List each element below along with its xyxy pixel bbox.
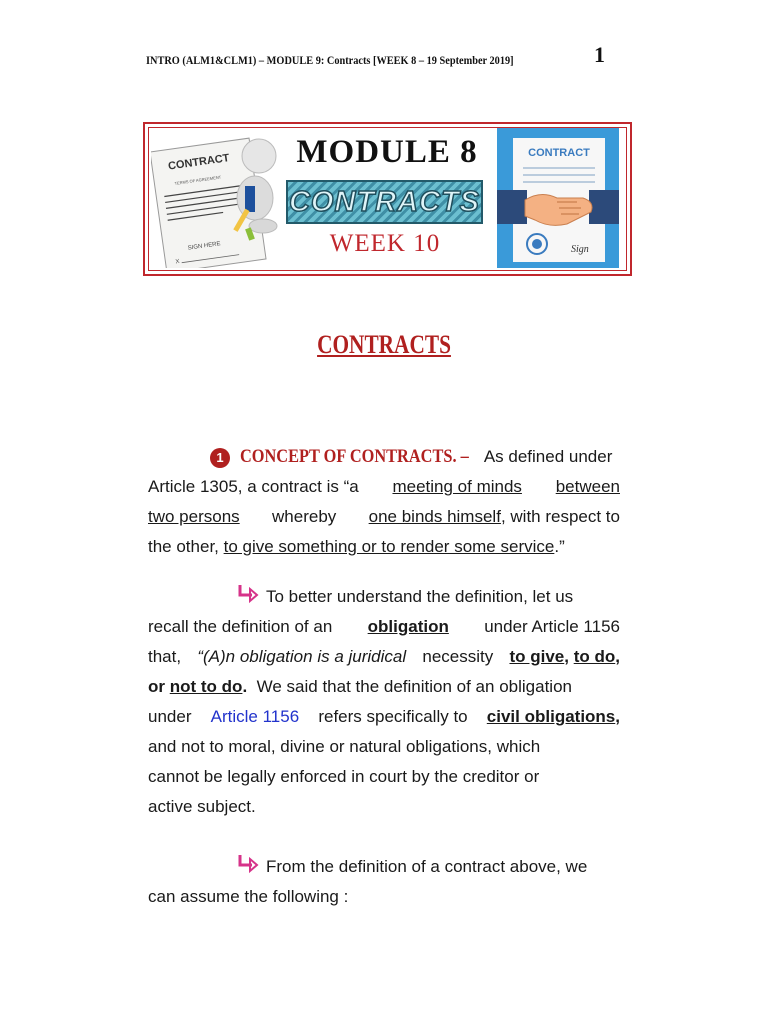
concept-line-1 bbox=[148, 442, 620, 472]
obligation-line-3: that, “(A)n obligation is a juridical necessity to give, to do, bbox=[148, 642, 620, 672]
text-span: recall the definition of an bbox=[148, 617, 333, 636]
concept-line-3 bbox=[148, 502, 620, 532]
text-span: Article 1305, a contract is “a bbox=[148, 477, 359, 496]
underlined-phrase: two persons bbox=[148, 507, 240, 526]
underlined-bold-term: to do bbox=[573, 647, 616, 666]
obligation-line-8: active subject. bbox=[148, 797, 256, 816]
obligation-line-5: under Article 1156 refers specifically to civil obligations, bbox=[148, 702, 620, 732]
curved-arrow-icon bbox=[236, 583, 260, 605]
text-span: under bbox=[148, 707, 192, 726]
numbered-bullet: 1 bbox=[210, 448, 230, 468]
obligation-line-4: or not to do. We said that the definition of an obligation bbox=[148, 677, 572, 696]
obligation-line-6: and not to moral, divine or natural obligations, which bbox=[148, 737, 541, 756]
contracts-tag-text: CONTRACTS bbox=[288, 185, 481, 218]
sign-here-text: SIGN HERE bbox=[187, 241, 221, 252]
page-number: 1 bbox=[594, 42, 605, 67]
week-label: WEEK 10 bbox=[329, 230, 441, 257]
underlined-phrase: meeting of minds bbox=[392, 477, 522, 496]
text-span: under Article 1156 bbox=[484, 617, 620, 636]
running-header bbox=[146, 48, 550, 72]
signature: Sign bbox=[571, 244, 589, 255]
underlined-phrase: between bbox=[555, 477, 620, 496]
underlined-bold-term: to give bbox=[509, 647, 565, 666]
text-span: To better understand the definition, let us bbox=[266, 587, 574, 606]
concept-heading: CONCEPT OF CONTRACTS. – bbox=[240, 446, 469, 467]
assumptions-line-1 bbox=[148, 852, 620, 882]
text-span: whereby bbox=[272, 507, 337, 526]
paper-title: CONTRACT bbox=[167, 152, 231, 173]
contracts-tag bbox=[286, 180, 483, 224]
running-title: INTRO (ALM1&CLM1) – MODULE 9: Contracts [WEEK 8 – 19 September 2019] bbox=[146, 52, 514, 67]
text-span: that, bbox=[148, 647, 182, 666]
contract-figure-illustration bbox=[151, 128, 287, 268]
underlined-phrase: to give something or to render some service bbox=[223, 537, 555, 556]
module-title: MODULE 8 bbox=[296, 134, 478, 170]
text-span: necessity bbox=[422, 647, 494, 666]
text-span: .” bbox=[554, 537, 565, 556]
article-link[interactable]: Article 1156 bbox=[210, 707, 300, 726]
concept-line-1-text: As defined under bbox=[483, 447, 613, 466]
text-span: From the definition of a contract above, we bbox=[266, 857, 588, 876]
text-span: the other, bbox=[148, 537, 219, 556]
document-title: CONTRACTS bbox=[317, 330, 451, 359]
assumptions-paragraph bbox=[148, 852, 620, 912]
text-span: refers specifically to bbox=[318, 707, 468, 726]
sign-mark: X bbox=[175, 259, 181, 266]
concept-paragraph bbox=[148, 442, 620, 562]
bold-term: or bbox=[148, 677, 165, 696]
text-span: , with respect to bbox=[500, 507, 620, 526]
paper-subtitle: TERMS OF AGREEMENT bbox=[174, 174, 222, 186]
underlined-bold-term: not to do bbox=[169, 677, 243, 696]
underlined-bold-term: obligation bbox=[367, 617, 449, 636]
curved-arrow-icon bbox=[236, 853, 260, 875]
concept-line-4 bbox=[148, 532, 620, 562]
obligation-line-1 bbox=[148, 582, 620, 612]
obligation-line-2 bbox=[148, 612, 620, 642]
italic-quote: “(A)n obligation is a juridical bbox=[197, 647, 407, 666]
underlined-bold-term: civil obligations bbox=[486, 707, 616, 726]
right-paper-title: CONTRACT bbox=[528, 147, 590, 159]
assumptions-line-2: can assume the following : bbox=[148, 887, 349, 906]
underlined-phrase: one binds himself bbox=[368, 507, 501, 526]
text-span: We said that the definition of an obligation bbox=[256, 677, 572, 696]
obligation-paragraph bbox=[148, 582, 620, 822]
handshake-contract-illustration bbox=[497, 128, 619, 268]
concept-line-2 bbox=[148, 472, 620, 502]
obligation-line-7: cannot be legally enforced in court by the creditor or bbox=[148, 767, 540, 786]
module-banner bbox=[143, 122, 632, 276]
